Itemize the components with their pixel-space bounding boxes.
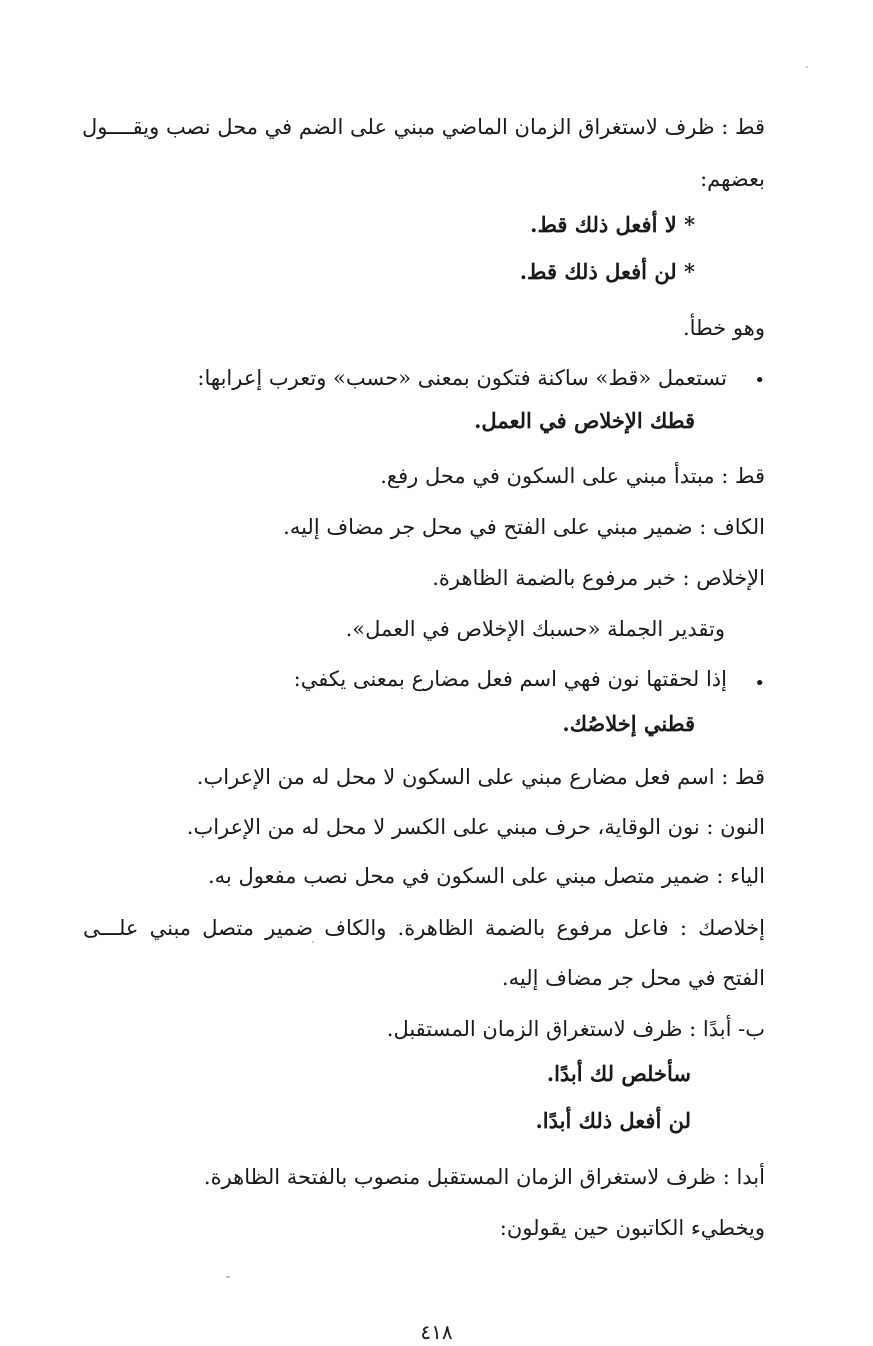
text-line: ويخطيء الكاتبون حين يقولون: (499, 1216, 765, 1240)
scan-speck (312, 941, 314, 943)
example-sentence: لن أفعل ذلك أبدًا. (535, 1108, 691, 1133)
text-line: وتقدير الجملة «حسبك الإخلاص في العمل». (345, 617, 725, 641)
text-line: قط : مبتدأ مبني على السكون في محل رفع. (380, 464, 765, 488)
text-line: قط : اسم فعل مضارع مبني على السكون لا محل له من الإعراب. (196, 765, 765, 789)
text-line: الفتح في محل جر مضاف إليه. (501, 966, 765, 990)
text-line: الياء : ضمير متصل مبني على السكون في محل نصب مفعول به. (207, 864, 765, 888)
text-line: بعضهم: (700, 167, 765, 191)
text-line: أبدا : ظرف لاستغراق الزمان المستقبل منصوب بالفتحة الظاهرة. (203, 1165, 765, 1189)
page-number: ٤١٨ (420, 1320, 453, 1344)
text-line: ب- أبدًا : ظرف لاستغراق الزمان المستقبل. (386, 1017, 765, 1041)
example-sentence: * لا أفعل ذلك قط. (530, 212, 695, 237)
text-line: إخلاصك : فاعل مرفوع بالضمة الظاهرة. والكاف ضمير متصل مبني علـــى (83, 916, 765, 940)
bullet-text: تستعمل «قط» ساكنة فتكون بمعنى «حسب» وتعرب إعرابها: (197, 366, 727, 390)
text-line: وهو خطأ. (682, 316, 765, 340)
scan-speck (806, 66, 808, 68)
example-sentence: قطني إخلاصُك. (562, 711, 695, 736)
bullet-marker: • (754, 673, 765, 694)
example-sentence: سأخلص لك أبدًا. (546, 1061, 691, 1086)
example-sentence: قطك الإخلاص في العمل. (474, 408, 695, 433)
text-line: الإخلاص : خبر مرفوع بالضمة الظاهرة. (432, 566, 765, 590)
example-sentence: * لن أفعل ذلك قط. (519, 259, 695, 284)
text-line: قط : ظرف لاستغراق الزمان الماضي مبني على الضم في محل نصب ويقــــول (81, 115, 765, 139)
scan-speck (226, 1276, 230, 1278)
text-line: الكاف : ضمير مبني على الفتح في محل جر مضاف إليه. (283, 515, 765, 539)
bullet-text: إذا لحقتها نون فهي اسم فعل مضارع بمعنى يكفي: (293, 667, 727, 691)
bullet-marker: • (754, 370, 765, 391)
text-line: النون : نون الوقاية، حرف مبني على الكسر لا محل له من الإعراب. (186, 815, 765, 839)
